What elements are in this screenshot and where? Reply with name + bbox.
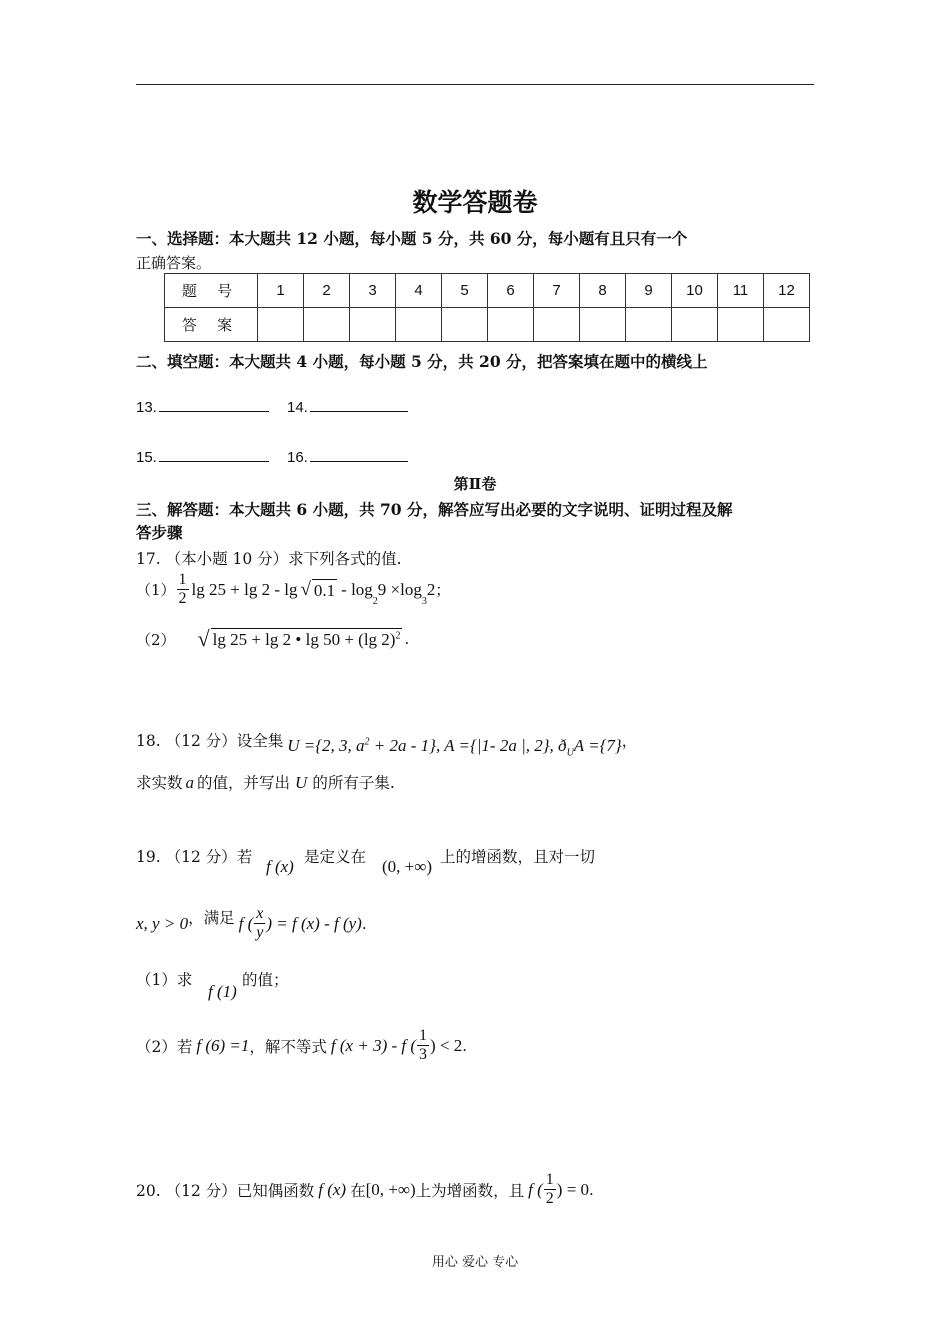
answer-cell[interactable]: [350, 308, 396, 342]
denominator: y: [256, 924, 264, 941]
question-number-cell: 6: [488, 274, 534, 308]
exponent: 2: [364, 736, 370, 748]
answer-table-number-row: [165, 274, 810, 308]
text: 的值，并写出: [197, 774, 291, 792]
set-rest: + 2a - 1}, A ={|1- 2a |, 2}, ð: [369, 736, 567, 755]
log-base: 2: [372, 596, 378, 607]
expr: f (: [528, 1179, 543, 1199]
part-label: （1）: [136, 581, 176, 599]
q20: [136, 1172, 594, 1207]
expr-part: - log: [341, 579, 373, 599]
set-u: U ={2, 3, a: [287, 736, 365, 755]
denominator: 3: [419, 1046, 428, 1063]
question-number-cell: 4: [396, 274, 442, 308]
expr: ) = 0: [556, 1179, 590, 1199]
expr-part: lg 25 + lg 2 - lg: [191, 579, 298, 599]
numerator: x: [256, 905, 264, 922]
q19-fx: f (x): [266, 857, 294, 876]
blank-14: [287, 397, 408, 416]
cond-vars: x, y > 0: [136, 913, 189, 933]
text: 上为增函数，且: [415, 1181, 525, 1200]
numerator: 1: [178, 571, 187, 588]
punct: .: [589, 1180, 594, 1199]
denominator: 2: [178, 590, 187, 607]
interval: [0, +∞): [365, 1179, 416, 1199]
section3-heading-line2: 答步骤: [136, 523, 183, 542]
exponent: 2: [395, 630, 401, 642]
question-number-cell: 3: [350, 274, 396, 308]
expr-part: 9 ×log: [377, 579, 422, 599]
top-rule: [136, 84, 814, 85]
answer-cell[interactable]: [258, 308, 304, 342]
subscript: U: [566, 747, 574, 759]
section1-heading: 一、选择题：本大题共 12 小题，每小题 5 分，共 60 分，每小题有且只有一个: [136, 229, 688, 248]
answer-cell[interactable]: [626, 308, 672, 342]
q17-part2: [136, 626, 409, 652]
blank-16: [287, 447, 408, 466]
sqrt-icon: √: [300, 578, 311, 600]
q19-condition: [136, 906, 367, 941]
punct: .: [462, 1036, 468, 1055]
numerator: 1: [419, 1027, 428, 1044]
expr: f (: [238, 913, 254, 933]
question-number-cell: 9: [626, 274, 672, 308]
q17-part1: [136, 572, 450, 607]
q18-stem: 18. （12 分）设全集: [136, 732, 284, 751]
q20-stem: 20. （12 分）已知偶函数: [136, 1181, 315, 1200]
q19-part2: [136, 1028, 467, 1063]
blank-15: [136, 447, 269, 466]
q19-part1-f: f (1): [208, 982, 237, 1001]
fraction: [417, 1028, 429, 1063]
q19-mid: 是定义在: [304, 848, 367, 866]
q19-part1-tail: 的值；: [242, 971, 289, 989]
question-number-cell: 1: [258, 274, 304, 308]
fraction: [544, 1172, 556, 1207]
expr: ) = f (x) - f (y): [266, 913, 362, 933]
blank-13: [136, 397, 269, 416]
answer-cell[interactable]: [442, 308, 488, 342]
inequality: f (x + 3) - f (: [330, 1035, 417, 1055]
radicand: [211, 628, 403, 650]
answer-cell[interactable]: [672, 308, 718, 342]
section2-heading: 二、填空题：本大题共 4 小题，每小题 5 分，共 20 分，把答案填在题中的横线上: [136, 352, 708, 371]
denominator: 2: [545, 1190, 554, 1207]
answer-cell[interactable]: [304, 308, 350, 342]
expr-part: 2: [426, 579, 436, 599]
question-number-cell: 12: [764, 274, 810, 308]
page-title: 数学答题卷: [412, 188, 538, 217]
question-number-cell: 7: [534, 274, 580, 308]
given: f (6) =1: [196, 1035, 250, 1055]
punct: .: [404, 630, 410, 648]
row-label-answer: 答 案: [165, 308, 258, 342]
fx: f (x): [318, 1179, 347, 1199]
answer-table-answer-row: [165, 308, 810, 342]
question-number-cell: 10: [672, 274, 718, 308]
answer-line[interactable]: [159, 397, 269, 412]
blank-label: 15.: [136, 449, 157, 466]
part-label: （2）: [136, 630, 176, 649]
question-number-cell: 11: [718, 274, 764, 308]
log-base: 3: [421, 596, 427, 607]
question-number-cell: 5: [442, 274, 488, 308]
punct: .: [361, 914, 367, 933]
text: 求实数: [136, 774, 183, 792]
radicand-text: lg 25 + lg 2 • lg 50 + (lg 2): [212, 630, 396, 649]
answer-cell[interactable]: [396, 308, 442, 342]
set-def: [287, 736, 621, 758]
punct: ；: [435, 581, 451, 599]
fraction: [254, 906, 265, 941]
part2-title: 第Ⅱ卷: [453, 475, 497, 493]
footer: 用心 爱心 专心: [431, 1255, 519, 1270]
answer-cell[interactable]: [718, 308, 764, 342]
answer-cell[interactable]: [534, 308, 580, 342]
blank-label: 13.: [136, 399, 157, 416]
answer-line[interactable]: [159, 447, 269, 462]
q18-line2: [136, 771, 395, 793]
q19-tail: 上的增函数，且对一切: [440, 848, 596, 866]
question-number-cell: 8: [580, 274, 626, 308]
text: ，解不等式: [249, 1037, 327, 1056]
radicand: 0.1: [313, 580, 336, 600]
answer-line[interactable]: [310, 447, 408, 462]
punct: ，: [188, 908, 204, 927]
q19-interval: (0, +∞): [382, 857, 433, 876]
set-end: A ={7}: [573, 736, 622, 755]
answer-cell[interactable]: [488, 308, 534, 342]
punct: ，: [621, 732, 638, 751]
blank-label: 14.: [287, 399, 308, 416]
q17-stem: 17. （本小题 10 分）求下列各式的值.: [136, 550, 402, 568]
answer-line[interactable]: [310, 397, 408, 412]
text: 满足: [203, 908, 235, 927]
section3-heading-line1: 三、解答题：本大题共 6 小题，共 70 分，解答应写出必要的文字说明、证明过程及解: [136, 500, 733, 519]
inequality: ) < 2: [430, 1035, 463, 1055]
answer-cell[interactable]: [764, 308, 810, 342]
part-label: （2）若: [136, 1037, 193, 1056]
text: 在: [350, 1181, 366, 1200]
row-label-number: 题 号: [165, 274, 258, 308]
variable: a: [185, 773, 195, 792]
q19-stem: 19. （12 分）若: [136, 848, 253, 866]
text: 的所有子集.: [312, 774, 395, 792]
blank-label: 16.: [287, 449, 308, 466]
answer-table: [164, 273, 810, 342]
variable: U: [295, 773, 308, 792]
q18-line1: [136, 722, 637, 758]
question-number-cell: 2: [304, 274, 350, 308]
section1-continuation: 正确答案。: [136, 254, 212, 272]
sqrt-icon: √: [197, 626, 210, 651]
answer-cell[interactable]: [580, 308, 626, 342]
q19-part1-label: （1）求: [136, 971, 193, 989]
fraction: [177, 572, 189, 607]
numerator: 1: [545, 1171, 554, 1188]
